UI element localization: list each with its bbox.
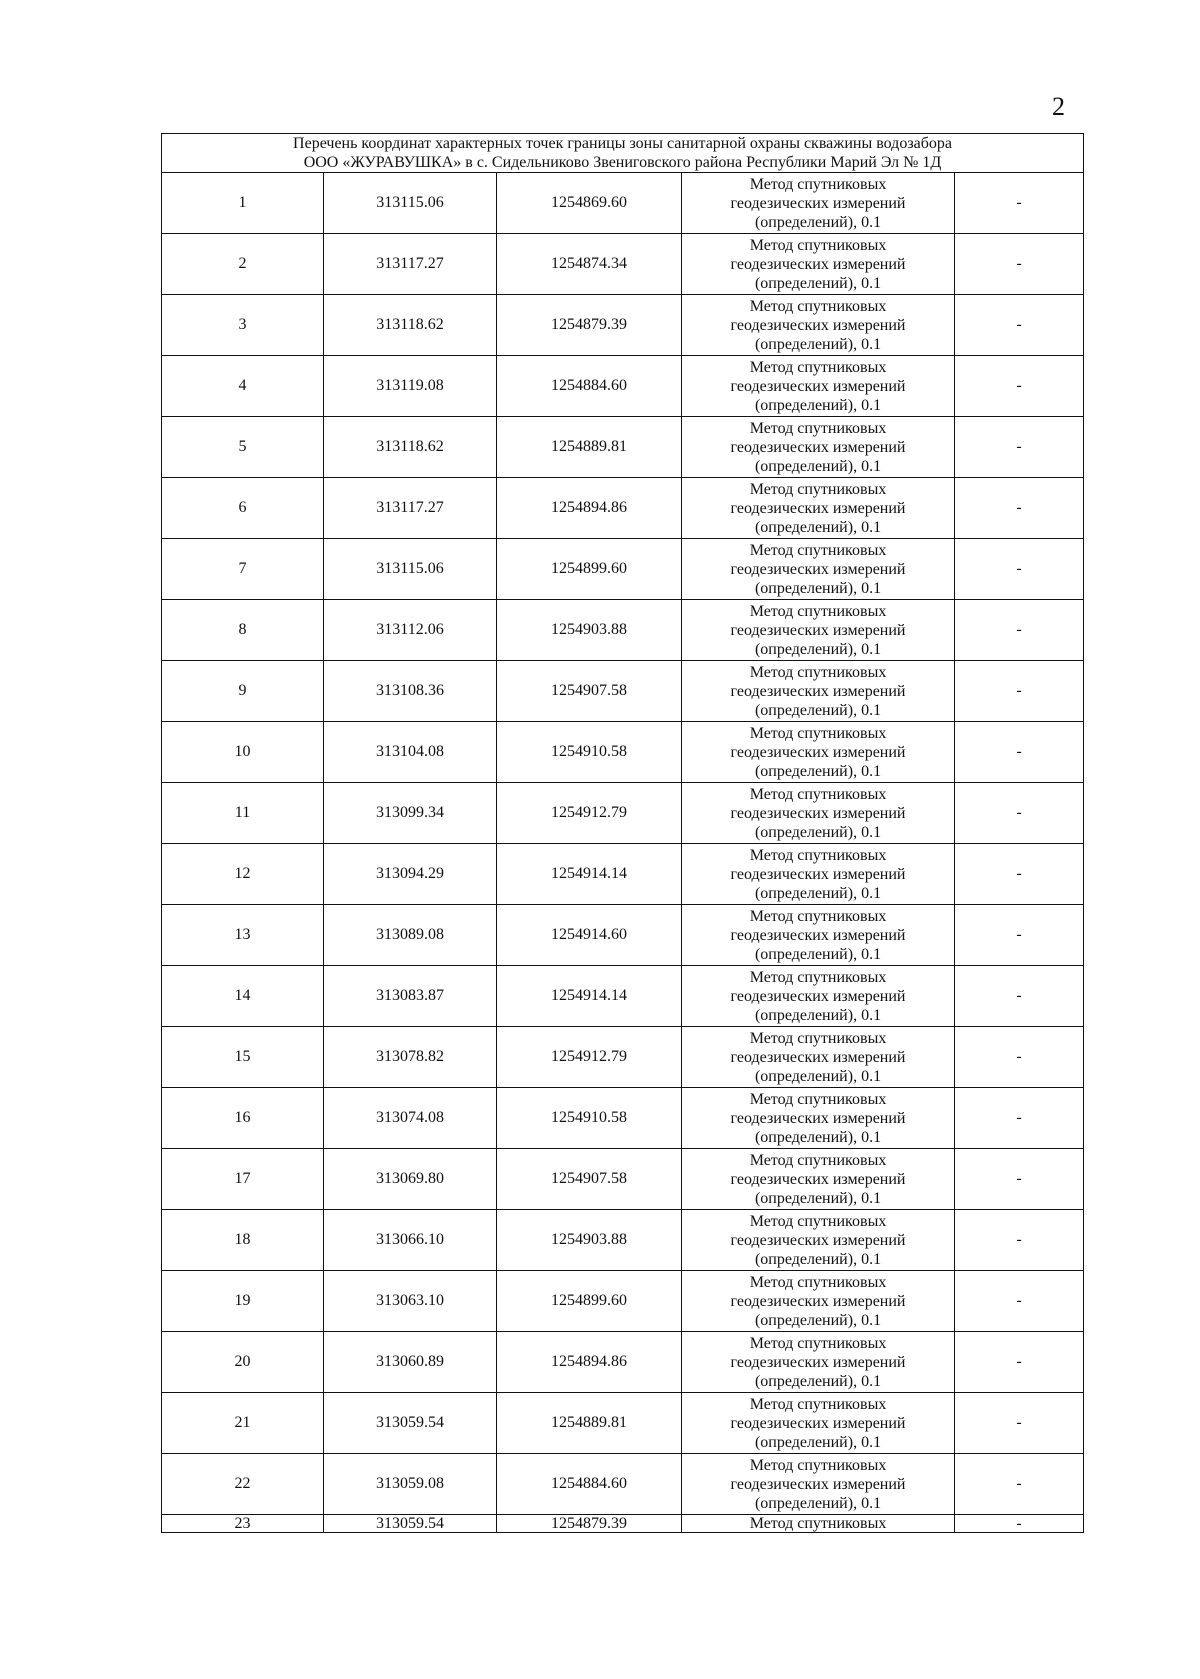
table-row: [162, 1332, 1084, 1393]
method-line: (определений), 0.1: [754, 1128, 882, 1146]
description-cell: -: [955, 1393, 1084, 1454]
description-cell: -: [955, 1149, 1084, 1210]
y-coordinate-cell: 1254907.58: [497, 1149, 682, 1210]
method-cell: [682, 1027, 955, 1088]
method-line: геодезических измерений: [730, 499, 906, 517]
y-coordinate-cell: 1254889.81: [497, 417, 682, 478]
point-number-cell: 19: [162, 1271, 324, 1332]
point-number-cell: 4: [162, 356, 324, 417]
method-line: Метод спутниковых: [749, 175, 887, 193]
x-coordinate-cell: 313117.27: [324, 234, 497, 295]
x-coordinate-cell: 313066.10: [324, 1210, 497, 1271]
table-row: [162, 844, 1084, 905]
page-number: 2: [1052, 92, 1065, 121]
method-line: геодезических измерений: [730, 1048, 906, 1066]
point-number-cell: 5: [162, 417, 324, 478]
x-coordinate-cell: 313117.27: [324, 478, 497, 539]
x-coordinate-cell: 313063.10: [324, 1271, 497, 1332]
method-line: Метод спутниковых: [749, 1273, 887, 1291]
description-cell: -: [955, 1454, 1084, 1515]
x-coordinate-cell: 313078.82: [324, 1027, 497, 1088]
method-cell: [682, 1332, 955, 1393]
method-line: геодезических измерений: [730, 1475, 906, 1493]
point-number-cell: 23: [162, 1515, 324, 1533]
point-number-cell: 17: [162, 1149, 324, 1210]
method-line: (определений), 0.1: [754, 640, 882, 658]
table-row: [162, 539, 1084, 600]
table-row: [162, 966, 1084, 1027]
description-cell: -: [955, 539, 1084, 600]
point-number-cell: 21: [162, 1393, 324, 1454]
method-line: геодезических измерений: [730, 1353, 906, 1371]
method-cell: [682, 966, 955, 1027]
method-line: геодезических измерений: [730, 1109, 906, 1127]
y-coordinate-cell: 1254884.60: [497, 356, 682, 417]
description-cell: -: [955, 173, 1084, 234]
table-title-row: [162, 134, 1084, 173]
description-cell: -: [955, 722, 1084, 783]
method-line: (определений), 0.1: [754, 1311, 882, 1329]
point-number-cell: 20: [162, 1332, 324, 1393]
method-line: (определений), 0.1: [754, 1494, 882, 1512]
x-coordinate-cell: 313118.62: [324, 295, 497, 356]
method-line: геодезических измерений: [730, 926, 906, 944]
y-coordinate-cell: 1254903.88: [497, 600, 682, 661]
description-cell: -: [955, 844, 1084, 905]
method-line: Метод спутниковых: [749, 1395, 887, 1413]
method-line: геодезических измерений: [730, 987, 906, 1005]
description-cell: -: [955, 783, 1084, 844]
table-row: [162, 1515, 1084, 1533]
method-line: (определений), 0.1: [754, 396, 882, 414]
y-coordinate-cell: 1254912.79: [497, 783, 682, 844]
table-row: [162, 234, 1084, 295]
description-cell: -: [955, 600, 1084, 661]
method-line: геодезических измерений: [730, 682, 906, 700]
coordinates-table: [161, 133, 1084, 1533]
method-line: (определений), 0.1: [754, 762, 882, 780]
method-line: Метод спутниковых: [749, 1090, 887, 1108]
method-line: геодезических измерений: [730, 438, 906, 456]
y-coordinate-cell: 1254914.60: [497, 905, 682, 966]
description-cell: -: [955, 905, 1084, 966]
x-coordinate-cell: 313119.08: [324, 356, 497, 417]
method-line: Метод спутниковых: [749, 663, 887, 681]
method-cell: [682, 600, 955, 661]
description-cell: -: [955, 1515, 1084, 1533]
method-cell: [682, 539, 955, 600]
point-number-cell: 11: [162, 783, 324, 844]
point-number-cell: 3: [162, 295, 324, 356]
y-coordinate-cell: 1254899.60: [497, 1271, 682, 1332]
method-line: геодезических измерений: [730, 743, 906, 761]
point-number-cell: 18: [162, 1210, 324, 1271]
table-row: [162, 1027, 1084, 1088]
method-line: Метод спутниковых: [749, 297, 887, 315]
point-number-cell: 22: [162, 1454, 324, 1515]
method-line: (определений), 0.1: [754, 1006, 882, 1024]
method-line: Метод спутниковых: [749, 602, 887, 620]
table-title-line-1: Перечень координат характерных точек границы зоны санитарной охраны скважины водозабора: [293, 135, 952, 152]
y-coordinate-cell: 1254869.60: [497, 173, 682, 234]
method-line: Метод спутниковых: [749, 1212, 887, 1230]
y-coordinate-cell: 1254874.34: [497, 234, 682, 295]
method-line: геодезических измерений: [730, 1292, 906, 1310]
y-coordinate-cell: 1254914.14: [497, 966, 682, 1027]
point-number-cell: 6: [162, 478, 324, 539]
table-row: [162, 478, 1084, 539]
method-cell: [682, 234, 955, 295]
x-coordinate-cell: 313115.06: [324, 539, 497, 600]
table-row: [162, 1210, 1084, 1271]
method-cell: [682, 478, 955, 539]
method-line: геодезических измерений: [730, 560, 906, 578]
method-line: (определений), 0.1: [754, 1372, 882, 1390]
method-cell: Метод спутниковых: [682, 1515, 955, 1533]
table-row: [162, 722, 1084, 783]
table-title: [162, 134, 1084, 173]
description-cell: -: [955, 1088, 1084, 1149]
method-line: геодезических измерений: [730, 865, 906, 883]
method-line: геодезических измерений: [730, 377, 906, 395]
x-coordinate-cell: 313059.54: [324, 1515, 497, 1533]
method-line: геодезических измерений: [730, 804, 906, 822]
x-coordinate-cell: 313115.06: [324, 173, 497, 234]
point-number-cell: 13: [162, 905, 324, 966]
description-cell: -: [955, 356, 1084, 417]
table-row: [162, 600, 1084, 661]
method-line: Метод спутниковых: [749, 236, 887, 254]
point-number-cell: 14: [162, 966, 324, 1027]
y-coordinate-cell: 1254899.60: [497, 539, 682, 600]
y-coordinate-cell: 1254903.88: [497, 1210, 682, 1271]
method-line: геодезических измерений: [730, 194, 906, 212]
y-coordinate-cell: 1254879.39: [497, 295, 682, 356]
method-line: (определений), 0.1: [754, 945, 882, 963]
y-coordinate-cell: 1254907.58: [497, 661, 682, 722]
description-cell: -: [955, 661, 1084, 722]
y-coordinate-cell: 1254910.58: [497, 722, 682, 783]
point-number-cell: 2: [162, 234, 324, 295]
x-coordinate-cell: 313089.08: [324, 905, 497, 966]
method-line: (определений), 0.1: [754, 335, 882, 353]
y-coordinate-cell: 1254879.39: [497, 1515, 682, 1533]
method-line: геодезических измерений: [730, 1231, 906, 1249]
y-coordinate-cell: 1254912.79: [497, 1027, 682, 1088]
method-cell: [682, 722, 955, 783]
method-line: (определений), 0.1: [754, 1189, 882, 1207]
method-cell: [682, 295, 955, 356]
method-line: Метод спутниковых: [749, 1151, 887, 1169]
point-number-cell: 10: [162, 722, 324, 783]
method-cell: [682, 905, 955, 966]
x-coordinate-cell: 313069.80: [324, 1149, 497, 1210]
point-number-cell: 12: [162, 844, 324, 905]
description-cell: -: [955, 1210, 1084, 1271]
x-coordinate-cell: 313118.62: [324, 417, 497, 478]
method-line: (определений), 0.1: [754, 884, 882, 902]
x-coordinate-cell: 313094.29: [324, 844, 497, 905]
method-line: (определений), 0.1: [754, 518, 882, 536]
table-row: [162, 661, 1084, 722]
method-line: Метод спутниковых: [749, 724, 887, 742]
method-line: (определений), 0.1: [754, 579, 882, 597]
description-cell: -: [955, 1332, 1084, 1393]
method-line: (определений), 0.1: [754, 701, 882, 719]
method-line: Метод спутниковых: [749, 785, 887, 803]
x-coordinate-cell: 313104.08: [324, 722, 497, 783]
x-coordinate-cell: 313060.89: [324, 1332, 497, 1393]
method-line: Метод спутниковых: [749, 907, 887, 925]
table-row: [162, 1454, 1084, 1515]
point-number-cell: 8: [162, 600, 324, 661]
x-coordinate-cell: 313074.08: [324, 1088, 497, 1149]
x-coordinate-cell: 313108.36: [324, 661, 497, 722]
method-cell: [682, 1210, 955, 1271]
method-line: (определений), 0.1: [754, 1250, 882, 1268]
method-line: Метод спутниковых: [749, 358, 887, 376]
y-coordinate-cell: 1254914.14: [497, 844, 682, 905]
y-coordinate-cell: 1254894.86: [497, 478, 682, 539]
x-coordinate-cell: 313112.06: [324, 600, 497, 661]
method-line: (определений), 0.1: [754, 823, 882, 841]
method-cell: [682, 1271, 955, 1332]
method-line: Метод спутниковых: [749, 541, 887, 559]
y-coordinate-cell: 1254894.86: [497, 1332, 682, 1393]
table-row: [162, 295, 1084, 356]
table-row: [162, 1088, 1084, 1149]
method-line: геодезических измерений: [730, 1170, 906, 1188]
description-cell: -: [955, 478, 1084, 539]
description-cell: -: [955, 1027, 1084, 1088]
description-cell: -: [955, 295, 1084, 356]
description-cell: -: [955, 1271, 1084, 1332]
method-line: Метод спутниковых: [749, 1456, 887, 1474]
method-cell: [682, 417, 955, 478]
y-coordinate-cell: 1254889.81: [497, 1393, 682, 1454]
x-coordinate-cell: 313059.08: [324, 1454, 497, 1515]
table-row: [162, 783, 1084, 844]
y-coordinate-cell: 1254910.58: [497, 1088, 682, 1149]
description-cell: -: [955, 234, 1084, 295]
y-coordinate-cell: 1254884.60: [497, 1454, 682, 1515]
table-row: [162, 1271, 1084, 1332]
x-coordinate-cell: 313099.34: [324, 783, 497, 844]
method-line: Метод спутниковых: [749, 419, 887, 437]
method-cell: [682, 1393, 955, 1454]
table-title-line-2: ООО «ЖУРАВУШКА» в с. Сидельниково Звениговского района Республики Марий Эл № 1Д: [303, 154, 942, 171]
method-line: (определений), 0.1: [754, 213, 882, 231]
method-line: (определений), 0.1: [754, 457, 882, 475]
x-coordinate-cell: 313059.54: [324, 1393, 497, 1454]
method-line: (определений), 0.1: [754, 1433, 882, 1451]
method-line: Метод спутниковых: [749, 846, 887, 864]
table-row: [162, 905, 1084, 966]
method-line: геодезических измерений: [730, 1414, 906, 1432]
method-line: геодезических измерений: [730, 621, 906, 639]
method-cell: [682, 661, 955, 722]
method-line: Метод спутниковых: [749, 968, 887, 986]
method-cell: [682, 356, 955, 417]
table-row: [162, 1393, 1084, 1454]
method-cell: [682, 173, 955, 234]
x-coordinate-cell: 313083.87: [324, 966, 497, 1027]
method-line: (определений), 0.1: [754, 1067, 882, 1085]
method-line: геодезических измерений: [730, 316, 906, 334]
point-number-cell: 9: [162, 661, 324, 722]
method-line: Метод спутниковых: [749, 480, 887, 498]
method-line: Метод спутниковых: [749, 1334, 887, 1352]
point-number-cell: 1: [162, 173, 324, 234]
method-line: Метод спутниковых: [749, 1029, 887, 1047]
method-line: (определений), 0.1: [754, 274, 882, 292]
method-cell: [682, 844, 955, 905]
method-line: геодезических измерений: [730, 255, 906, 273]
method-cell: [682, 1149, 955, 1210]
table-row: [162, 173, 1084, 234]
point-number-cell: 15: [162, 1027, 324, 1088]
method-cell: [682, 783, 955, 844]
point-number-cell: 16: [162, 1088, 324, 1149]
point-number-cell: 7: [162, 539, 324, 600]
table-row: [162, 1149, 1084, 1210]
method-cell: [682, 1454, 955, 1515]
table-row: [162, 417, 1084, 478]
description-cell: -: [955, 966, 1084, 1027]
method-cell: [682, 1088, 955, 1149]
description-cell: -: [955, 417, 1084, 478]
table-row: [162, 356, 1084, 417]
